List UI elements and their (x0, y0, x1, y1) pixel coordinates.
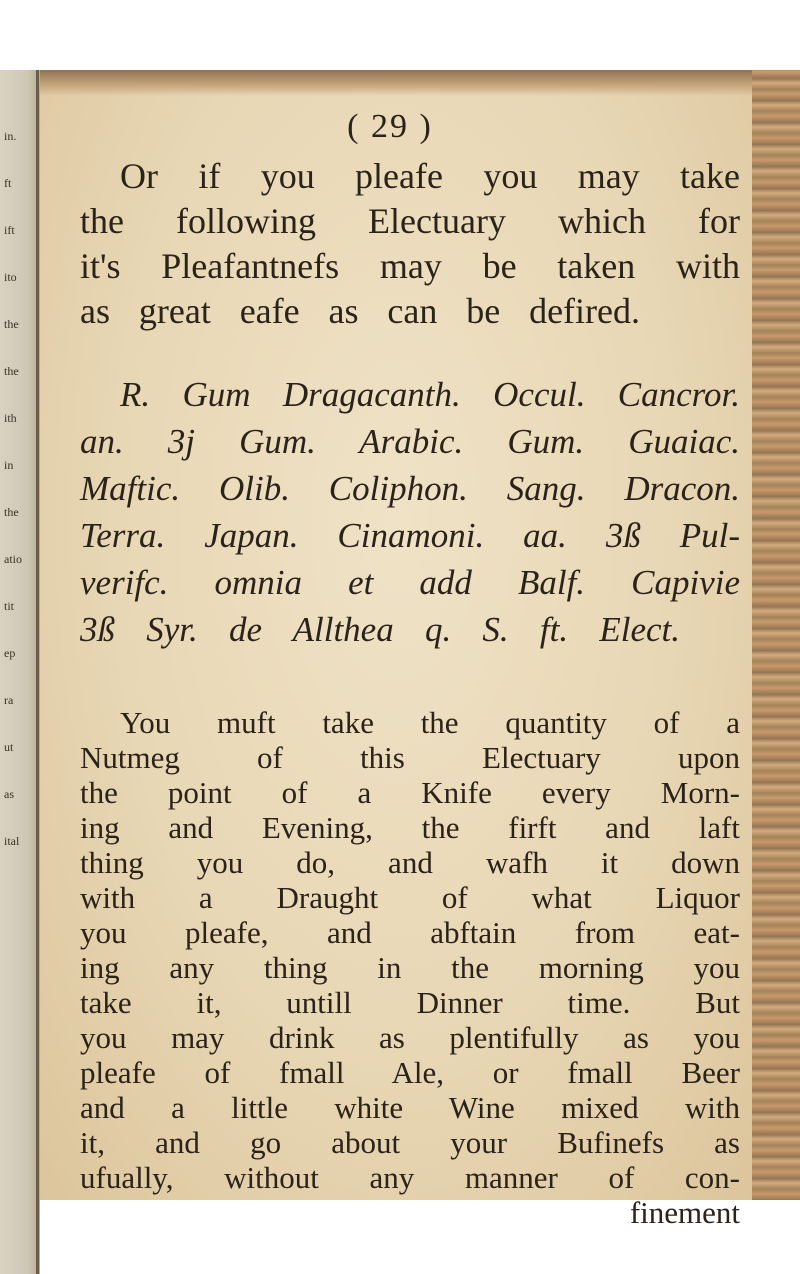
text-line: ing and Evening, the firft and laft (80, 810, 740, 845)
facing-page-fragment: as (4, 787, 14, 801)
facing-page-fragment: tit (4, 599, 15, 613)
text-line: it's Pleafantnefs may be taken with (80, 246, 740, 286)
facing-page-fragment: ep (4, 646, 16, 660)
text-line: You muft take the quantity of a (120, 705, 740, 740)
facing-page-fragment: ito (4, 270, 17, 284)
facing-page-fragment: ift (4, 223, 15, 237)
text-line: it, and go about your Bufinefs as (80, 1125, 740, 1160)
text-line: the following Electuary which for (80, 201, 740, 241)
text-line: Or if you pleafe you may take (120, 156, 740, 196)
text-line: finement (629, 1195, 740, 1230)
facing-page-fragment: in. (4, 129, 17, 143)
facing-page-fragment: in (4, 458, 14, 472)
text-line: 3ß Syr. de Allthea q. S. ft. Elect. (80, 610, 680, 649)
text-line: R. Gum Dragacanth. Occul. Cancror. (120, 375, 740, 414)
text-line: ing any thing in the morning you (80, 950, 740, 985)
facing-page-fragment: ital (4, 834, 20, 848)
text-line: take it, untill Dinner time. But (80, 985, 740, 1020)
text-line: and a little white Wine mixed with (80, 1090, 740, 1125)
text-line: as great eafe as can be defired. (80, 291, 640, 331)
text-line: pleafe of fmall Ale, or fmall Beer (80, 1055, 740, 1090)
page-number: ( 29 ) (347, 108, 433, 145)
facing-page-fragment: the (4, 364, 19, 378)
facing-page-fragment: the (4, 505, 19, 519)
text-line: verifc. omnia et add Balf. Capivie (80, 563, 740, 602)
facing-page-fragment: ith (4, 411, 17, 425)
text-line: Maftic. Olib. Coliphon. Sang. Dracon. (80, 469, 740, 508)
text-line: thing you do, and wafh it down (80, 845, 740, 880)
facing-page-fragment: ut (4, 740, 14, 754)
text-line: with a Draught of what Liquor (80, 880, 740, 915)
facing-page-fragment: ra (4, 693, 14, 707)
text-line: the point of a Knife every Morn- (80, 775, 740, 810)
facing-page-fragment: atio (4, 552, 22, 566)
text-line: an. 3j Gum. Arabic. Gum. Guaiac. (80, 422, 740, 461)
binding-gutter (36, 70, 39, 1274)
paper-sheet (40, 70, 752, 1230)
text-line: you may drink as plentifully as you (80, 1020, 740, 1055)
text-line: Nutmeg of this Electuary upon (80, 740, 740, 775)
facing-page-text (0, 70, 34, 1274)
facing-page-margin (0, 70, 40, 1274)
text-line: ufually, without any manner of con- (80, 1160, 740, 1195)
page-top-edge (40, 70, 800, 96)
text-line: Terra. Japan. Cinamoni. aa. 3ß Pul- (80, 516, 740, 555)
facing-page-fragment: ft (4, 176, 12, 190)
text-line: you pleafe, and abftain from eat- (80, 915, 740, 950)
page-right-deckle-edge (752, 70, 800, 1200)
facing-page-fragment: the (4, 317, 19, 331)
